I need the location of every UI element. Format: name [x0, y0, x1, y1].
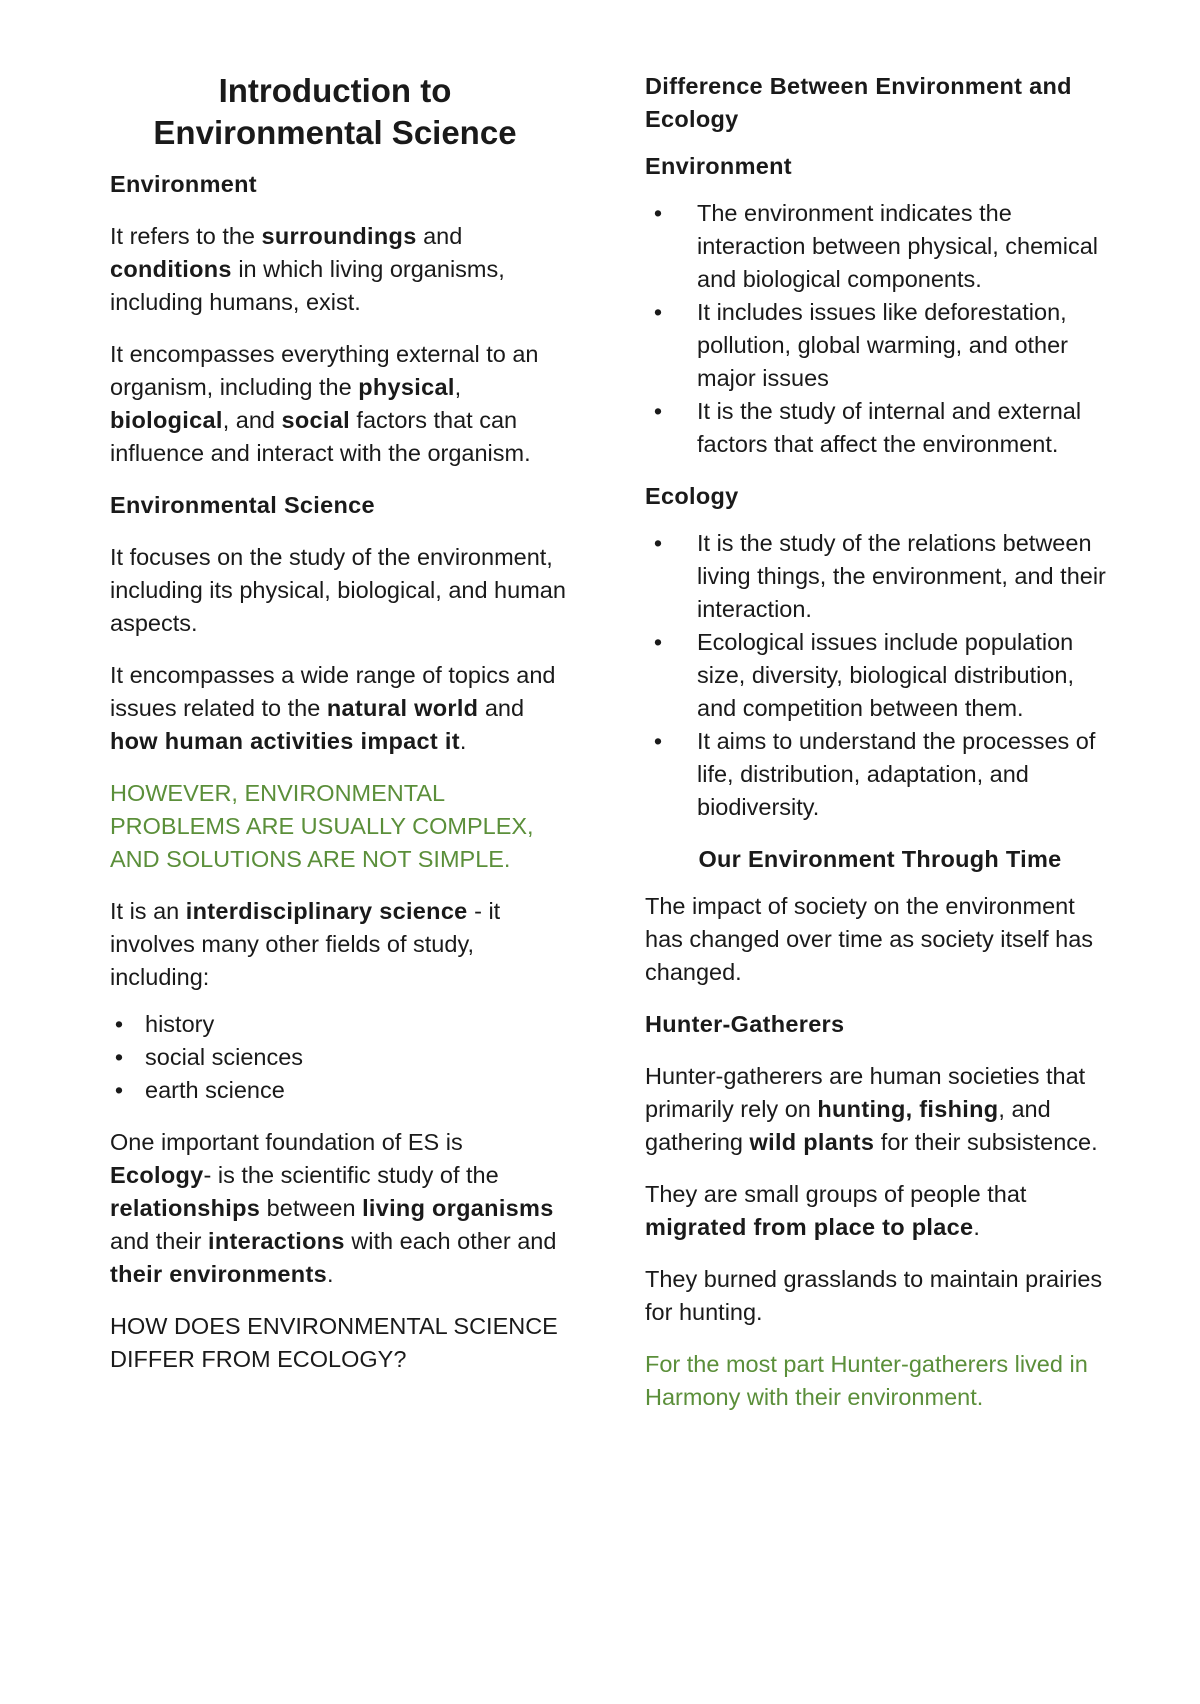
list-item: • It aims to understand the processes of life, distribution, adaptation, and biodiversity.	[645, 725, 1115, 824]
environment-heading: Environment	[110, 171, 257, 197]
society-impact: The impact of society on the environment has changed over time as society itself has changed.	[645, 893, 1094, 985]
bullet-icon: •	[653, 530, 663, 556]
page-title: Introduction to Environmental Science	[153, 72, 517, 151]
fields-list	[110, 1008, 570, 1107]
ecology-list	[645, 527, 1115, 824]
interdisciplinary-paragraph: It is an interdisciplinary science - it involves many other fields of study, including:	[110, 898, 501, 990]
bullet-icon: •	[653, 299, 663, 325]
list-item: • social sciences	[110, 1041, 570, 1074]
list-item: • history	[110, 1008, 570, 1041]
bullet-icon: •	[653, 629, 663, 655]
problems-warning: HOWEVER, ENVIRONMENTAL PROBLEMS ARE USUALLY COMPLEX, AND SOLUTIONS ARE NOT SIMPLE.	[110, 780, 534, 872]
environment-subheading: Environment	[645, 153, 792, 179]
hunter-gatherers-heading: Hunter-Gatherers	[645, 1011, 845, 1037]
environment-list	[645, 197, 1115, 461]
bullet-icon: •	[653, 398, 663, 424]
difference-heading: Difference Between Environment and Ecology	[645, 73, 1072, 132]
bullet-icon: •	[653, 728, 663, 754]
bullet-icon: •	[114, 1077, 124, 1103]
right-column	[645, 70, 1115, 1433]
ecology-foundation: One important foundation of ES is Ecology- is the scientific study of the relationships between living organisms and their interactions with each other and their environments.	[110, 1129, 557, 1287]
environment-through-time-heading: Our Environment Through Time	[698, 846, 1062, 872]
ecology-subheading: Ecology	[645, 483, 739, 509]
difference-question: HOW DOES ENVIRONMENTAL SCIENCE DIFFER FROM ECOLOGY?	[110, 1313, 558, 1372]
bullet-icon: •	[114, 1011, 124, 1037]
bullet-icon: •	[653, 200, 663, 226]
harmony-note: For the most part Hunter-gatherers lived in Harmony with their environment.	[645, 1351, 1088, 1410]
list-item: • The environment indicates the interaction between physical, chemical and biological components.	[645, 197, 1115, 296]
list-item: • earth science	[110, 1074, 570, 1107]
es-focus: It focuses on the study of the environment, including its physical, biological, and human aspects.	[110, 544, 566, 636]
list-item: • Ecological issues include population size, diversity, biological distribution, and competition between them.	[645, 626, 1115, 725]
hunter-gatherers-burning: They burned grasslands to maintain prairies for hunting.	[645, 1266, 1103, 1325]
environmental-science-heading: Environmental Science	[110, 492, 375, 518]
bullet-icon: •	[114, 1044, 124, 1070]
es-scope: It encompasses a wide range of topics and issues related to the natural world and how human activities impact it.	[110, 662, 556, 754]
left-column	[110, 70, 570, 1395]
list-item: • It includes issues like deforestation, pollution, global warming, and other major issues	[645, 296, 1115, 395]
hunter-gatherers-migration: They are small groups of people that migrated from place to place.	[645, 1181, 1027, 1240]
list-item: • It is the study of internal and external factors that affect the environment.	[645, 395, 1115, 461]
list-item: • It is the study of the relations between living things, the environment, and their interaction.	[645, 527, 1115, 626]
hunter-gatherers-definition: Hunter-gatherers are human societies that primarily rely on hunting, fishing, and gathering wild plants for their subsistence.	[645, 1063, 1098, 1155]
environment-scope: It encompasses everything external to an organism, including the physical, biological, and social factors that can influence and interact with the organism.	[110, 341, 539, 466]
environment-definition: It refers to the surroundings and conditions in which living organisms, including humans, exist.	[110, 223, 505, 315]
